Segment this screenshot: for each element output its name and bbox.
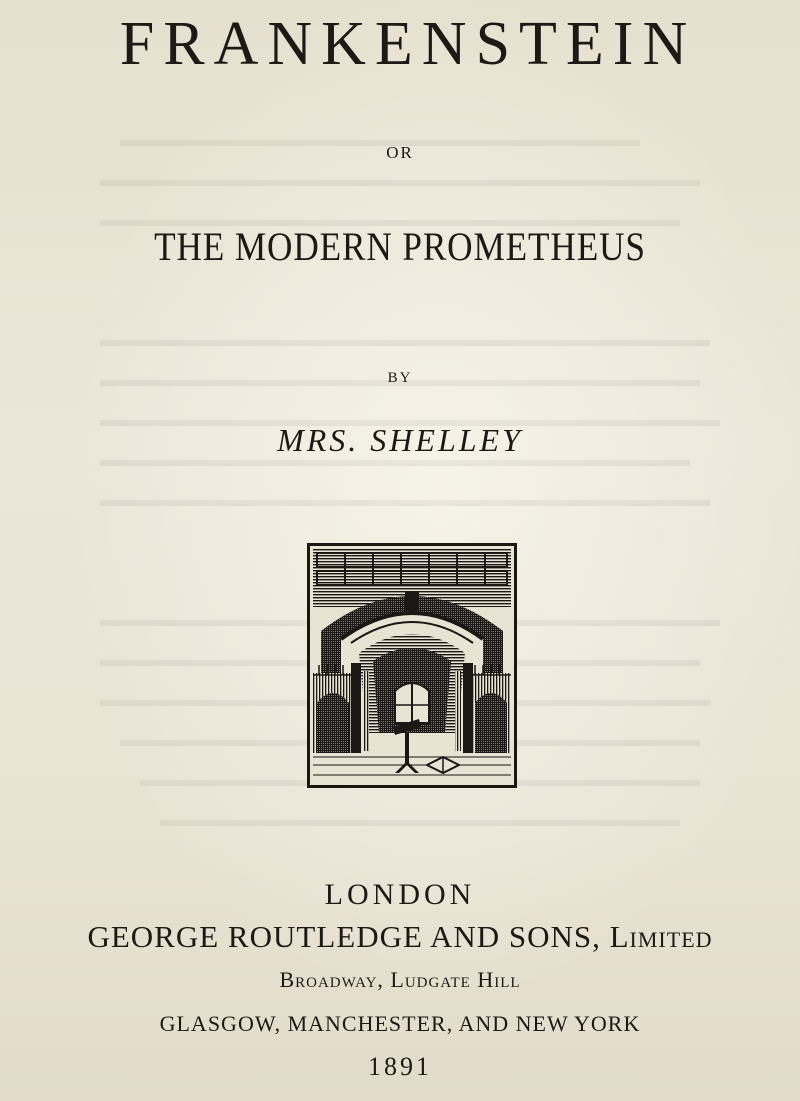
library-engraving-icon bbox=[307, 543, 517, 788]
book-title: FRANKENSTEIN bbox=[119, 10, 697, 78]
imprint-address: Broadway, Ludgate Hill bbox=[279, 967, 521, 992]
imprint-city: LONDON bbox=[324, 878, 476, 911]
publisher-suffix: Limited bbox=[609, 919, 713, 954]
author-name: MRS. SHELLEY bbox=[277, 422, 523, 458]
imprint-year: 1891 bbox=[368, 1052, 432, 1081]
title-connector: OR bbox=[386, 143, 414, 162]
imprint-publisher bbox=[0, 917, 800, 957]
book-subtitle: THE MODERN PROMETHEUS bbox=[154, 224, 646, 269]
byline-label: BY bbox=[387, 370, 413, 386]
imprint-cities: GLASGOW, MANCHESTER, AND NEW YORK bbox=[159, 1011, 641, 1036]
publisher-name: GEORGE ROUTLEDGE AND SONS, bbox=[87, 919, 601, 954]
